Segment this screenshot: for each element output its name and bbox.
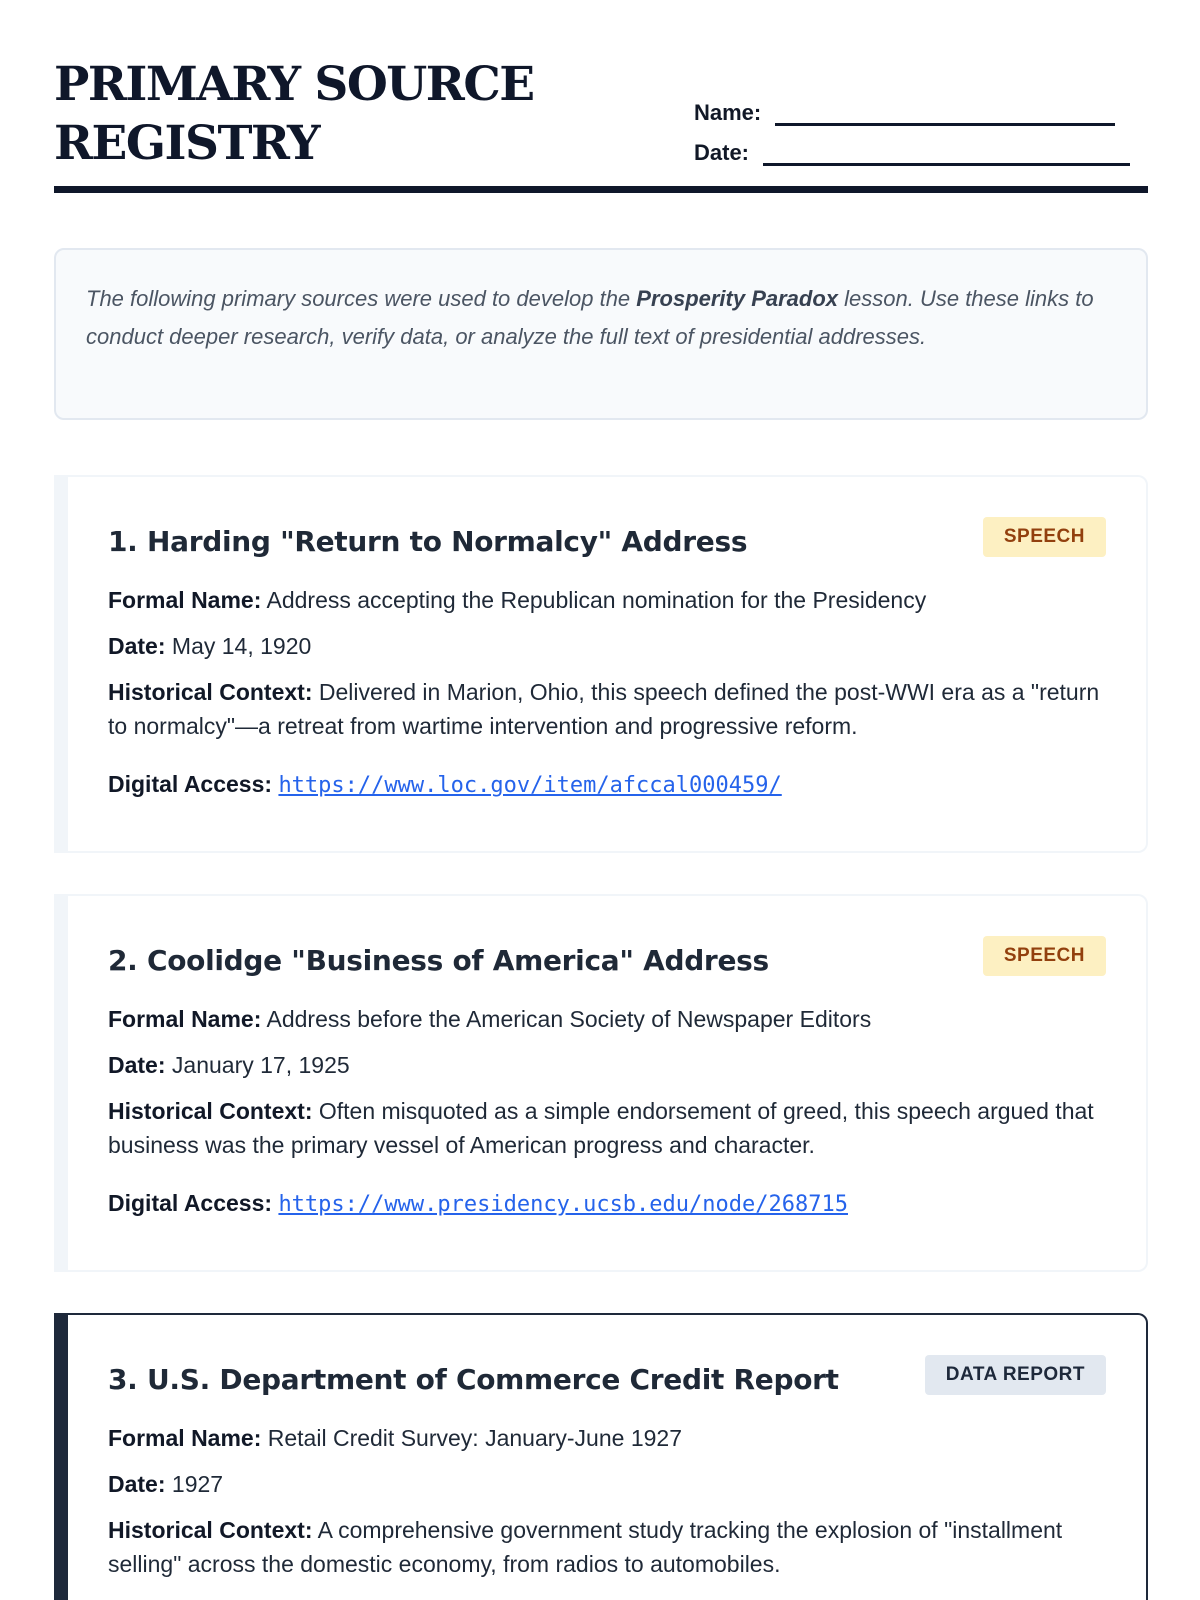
access-row <box>108 1186 1106 1222</box>
date-row <box>108 1048 1106 1082</box>
formal-name-label: Formal Name: <box>108 1006 262 1032</box>
access-label: Digital Access: <box>108 771 273 797</box>
source-type-badge: SPEECH <box>983 936 1106 976</box>
source-type-badge: SPEECH <box>983 517 1106 557</box>
page-title-line-1: PRIMARY SOURCE <box>54 57 534 112</box>
formal-name-row <box>108 1421 1106 1455</box>
page-title <box>54 55 534 173</box>
context-row <box>108 1513 1106 1581</box>
date-row-label: Date: <box>108 1471 166 1497</box>
date-row-label: Date: <box>108 1052 166 1078</box>
intro-box <box>54 248 1148 420</box>
context-label: Historical Context: <box>108 679 313 705</box>
source-link[interactable]: https://www.presidency.ucsb.edu/node/268715 <box>278 1192 848 1217</box>
source-title: 2. Coolidge "Business of America" Address <box>108 944 769 977</box>
context-row <box>108 675 1106 743</box>
context-value: Delivered in Marion, Ohio, this speech defined the post-WWI era as a "return to normalcy"—a retreat from wartime intervention and progressive reform. <box>108 679 1100 739</box>
access-label: Digital Access: <box>108 1190 273 1216</box>
intro-text-end: lesson. Use these links to conduct deeper research, verify data, or analyze the full text of presidential addresses. <box>86 286 1094 349</box>
source-title: 3. U.S. Department of Commerce Credit Report <box>108 1363 839 1396</box>
formal-name-label: Formal Name: <box>108 587 262 613</box>
context-label: Historical Context: <box>108 1098 313 1124</box>
date-row-label: Date: <box>108 633 166 659</box>
date-value: May 14, 1920 <box>171 633 312 659</box>
source-card-header <box>108 934 1106 988</box>
context-row <box>108 1094 1106 1162</box>
source-card-header <box>108 515 1106 569</box>
date-value: 1927 <box>171 1471 224 1497</box>
lesson-name: Prosperity Paradox <box>636 286 839 311</box>
date-label: Date: <box>694 140 750 165</box>
registry-page <box>54 0 1148 1577</box>
name-field <box>694 100 1115 126</box>
access-row <box>108 767 1106 803</box>
date-field <box>694 140 1130 166</box>
name-label: Name: <box>694 100 762 125</box>
context-label: Historical Context: <box>108 1517 313 1543</box>
page-header <box>54 0 1148 195</box>
formal-name-value: Address accepting the Republican nomination for the Presidency <box>266 587 927 613</box>
context-value: Often misquoted as a simple endorsement of greed, this speech argued that business was the primary vessel of American progress and character. <box>108 1098 1094 1158</box>
formal-name-label: Formal Name: <box>108 1425 262 1451</box>
formal-name-row <box>108 583 1106 617</box>
formal-name-value: Retail Credit Survey: January-June 1927 <box>267 1425 682 1451</box>
intro-text-start: The following primary sources were used to develop the <box>86 286 637 311</box>
date-row <box>108 1467 1106 1501</box>
date-blank-line[interactable] <box>763 142 1130 166</box>
date-row <box>108 629 1106 663</box>
source-card <box>54 475 1148 853</box>
source-title: 1. Harding "Return to Normalcy" Address <box>108 525 748 558</box>
date-value: January 17, 1925 <box>171 1052 350 1078</box>
context-value: A comprehensive government study tracking the explosion of "installment selling" across the domestic economy, from radios to automobiles. <box>108 1517 1063 1577</box>
source-type-badge: DATA REPORT <box>925 1355 1106 1395</box>
header-divider <box>54 186 1148 193</box>
formal-name-row <box>108 1002 1106 1036</box>
name-blank-line[interactable] <box>775 102 1115 126</box>
source-card-header <box>108 1353 1106 1407</box>
source-card <box>54 894 1148 1272</box>
page-title-line-2: REGISTRY <box>54 116 320 171</box>
source-link[interactable]: https://www.loc.gov/item/afccal000459/ <box>278 773 782 798</box>
source-card-highlighted <box>54 1313 1148 1600</box>
formal-name-value: Address before the American Society of Newspaper Editors <box>266 1006 872 1032</box>
